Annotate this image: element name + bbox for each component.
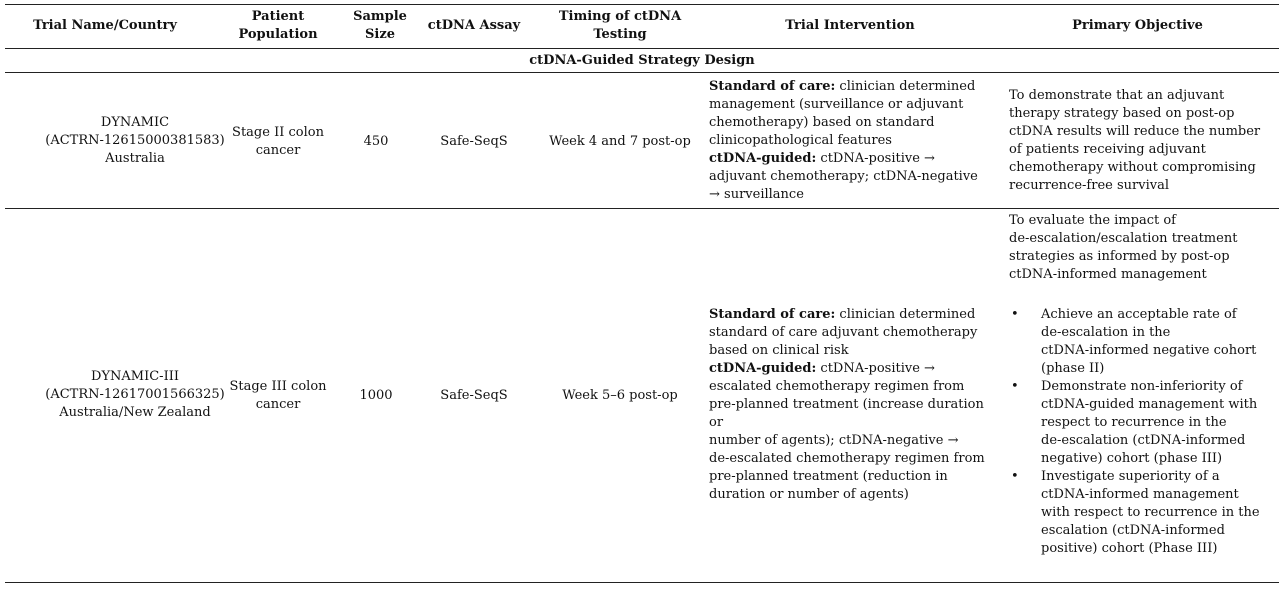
row1-intervention: [709, 78, 999, 204]
bullet-line: Investigate superiority of a: [1041, 469, 1220, 484]
header-intervention: Trial Intervention: [785, 18, 915, 33]
bullet-line: positive) cohort (Phase III): [1041, 541, 1218, 556]
soc-text: clinician determined: [835, 307, 976, 322]
spacer: [1009, 284, 1275, 306]
header-assay: ctDNA Assay: [427, 18, 521, 33]
row2-timing: Week 5–6 post-op: [562, 388, 678, 403]
population-line2: cancer: [255, 397, 301, 412]
soc-label: Standard of care:: [709, 79, 836, 94]
guided-text-line: escalated chemotherapy regimen from: [709, 379, 965, 394]
guided-text-line: pre-planned treatment (increase duration or: [709, 397, 984, 430]
trial-country: Australia/New Zealand: [59, 405, 211, 420]
bullet-icon: •: [1011, 307, 1019, 322]
guided-text: ctDNA-positive →: [816, 151, 935, 166]
bullet-line: de-escalation (ctDNA-informed: [1041, 433, 1246, 448]
objective-intro-line: strategies as informed by post-op: [1009, 249, 1230, 264]
header-population: [213, 8, 343, 44]
trial-id: (ACTRN-12617001566325): [45, 387, 225, 402]
objective-line: ctDNA results will reduce the number: [1009, 124, 1261, 139]
row1-timing: Week 4 and 7 post-op: [549, 134, 691, 149]
header-sample-size: [345, 8, 415, 44]
guided-text-line: pre-planned treatment (reduction in: [709, 469, 948, 484]
row-divider: [5, 208, 1279, 209]
guided-text-line: adjuvant chemotherapy; ctDNA-negative: [709, 169, 978, 184]
bullet-line: with respect to recurrence in the: [1041, 505, 1260, 520]
header-sample-line2: Size: [365, 27, 395, 42]
soc-text-line: standard of care adjuvant chemotherapy: [709, 325, 978, 340]
row2-intervention: [709, 306, 999, 504]
bullet-icon: •: [1011, 469, 1019, 484]
objective-line: To demonstrate that an adjuvant: [1009, 88, 1225, 103]
guided-text-line: duration or number of agents): [709, 487, 909, 502]
guided-text-line: number of agents); ctDNA-negative →: [709, 433, 959, 448]
bullet-line: respect to recurrence in the: [1041, 415, 1227, 430]
soc-text-line: chemotherapy) based on standard: [709, 115, 935, 130]
bullet-line: Demonstrate non-inferiority of: [1041, 379, 1243, 394]
list-item: [1009, 468, 1275, 558]
objective-intro-line: To evaluate the impact of: [1009, 213, 1176, 228]
bullet-icon: •: [1011, 379, 1019, 394]
row1-objective: [1009, 87, 1275, 195]
header-timing-line2: Testing: [593, 27, 647, 42]
bottom-rule: [5, 582, 1279, 583]
guided-text-line: → surveillance: [709, 187, 804, 202]
population-line2: cancer: [255, 143, 301, 158]
guided-label: ctDNA-guided:: [709, 151, 817, 166]
objective-line: therapy strategy based on post-op: [1009, 106, 1235, 121]
population-line1: Stage II colon: [232, 125, 324, 140]
row2-objective: [1009, 212, 1275, 558]
trial-country: Australia: [105, 151, 165, 166]
objective-bullet-list: [1009, 306, 1275, 558]
list-item: [1009, 306, 1275, 378]
row1-population: [213, 124, 343, 160]
objective-line: chemotherapy without compromising: [1009, 160, 1256, 175]
objective-line: of patients receiving adjuvant: [1009, 142, 1206, 157]
top-rule: [5, 4, 1279, 5]
soc-text-line: based on clinical risk: [709, 343, 849, 358]
bullet-line: escalation (ctDNA-informed: [1041, 523, 1225, 538]
header-population-line2: Population: [238, 27, 318, 42]
soc-label: Standard of care:: [709, 307, 836, 322]
bullet-line: ctDNA-guided management with: [1041, 397, 1258, 412]
objective-intro-line: ctDNA-informed management: [1009, 267, 1207, 282]
soc-text: clinician determined: [835, 79, 976, 94]
objective-intro-line: de-escalation/escalation treatment: [1009, 231, 1238, 246]
list-item: [1009, 378, 1275, 468]
row1-assay: Safe-SeqS: [440, 134, 508, 149]
bullet-line: (phase II): [1041, 361, 1105, 376]
header-population-line1: Patient: [251, 9, 305, 24]
row2-assay: Safe-SeqS: [440, 388, 508, 403]
section-title: ctDNA-Guided Strategy Design: [529, 53, 755, 68]
bullet-line: ctDNA-informed management: [1041, 487, 1239, 502]
trial-name: DYNAMIC: [100, 115, 170, 130]
row2-sample-size: 1000: [359, 388, 393, 403]
row1-sample-size: 450: [363, 134, 389, 149]
header-timing-line1: Timing of ctDNA: [558, 9, 682, 24]
header-timing: [540, 8, 700, 44]
bullet-line: negative) cohort (phase III): [1041, 451, 1223, 466]
bullet-line: de-escalation in the: [1041, 325, 1171, 340]
header-trial: Trial Name/Country: [33, 18, 177, 33]
row2-population: [213, 378, 343, 414]
objective-line: recurrence-free survival: [1009, 178, 1169, 193]
guided-text-line: de-escalated chemotherapy regimen from: [709, 451, 985, 466]
population-line1: Stage III colon: [229, 379, 327, 394]
header-objective: Primary Objective: [1072, 18, 1203, 33]
soc-text-line: clinicopathological features: [709, 133, 892, 148]
soc-text-line: management (surveillance or adjuvant: [709, 97, 964, 112]
trial-id: (ACTRN-12615000381583): [45, 133, 225, 148]
guided-text: ctDNA-positive →: [816, 361, 935, 376]
trial-name: DYNAMIC-III: [91, 369, 179, 384]
section-rule: [5, 72, 1279, 73]
header-rule: [5, 48, 1279, 49]
bullet-line: Achieve an acceptable rate of: [1041, 307, 1237, 322]
bullet-line: ctDNA-informed negative cohort: [1041, 343, 1257, 358]
header-sample-line1: Sample: [353, 9, 407, 24]
guided-label: ctDNA-guided:: [709, 361, 817, 376]
